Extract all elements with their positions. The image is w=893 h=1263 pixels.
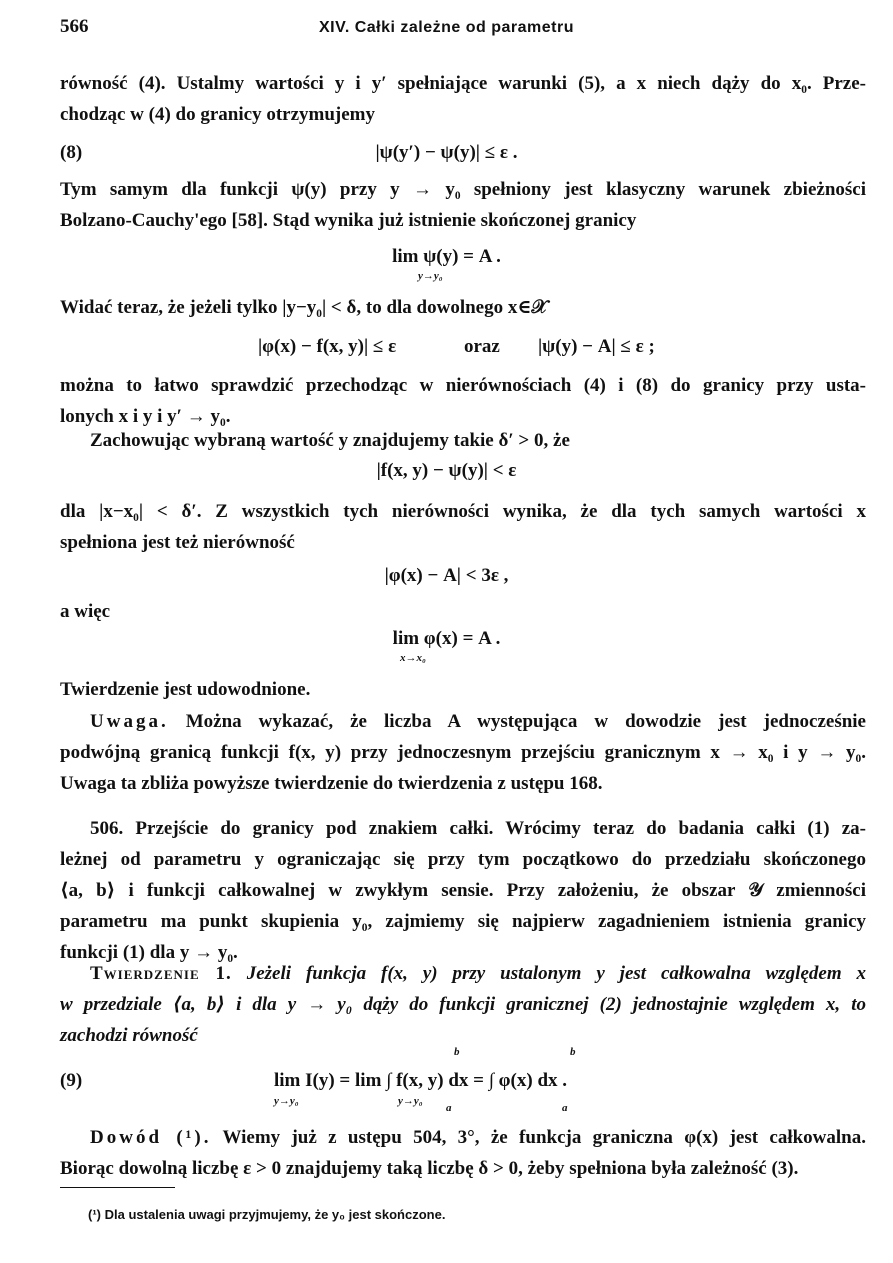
text-line: równość (4). Ustalmy wartości y i y′ spełniające warunki (5), a x niech dąży do x₀. Prze- [60, 73, 866, 94]
text-line: Twierdzenie jest udowodnione. [60, 679, 311, 700]
text-line: Bolzano-Cauchy'ego [58]. Stąd wynika już istnienie skończonej granicy [60, 210, 637, 231]
inequality-connector: oraz [464, 336, 500, 357]
footnote: (¹) Dla ustalenia uwagi przyjmujemy, że y₀ jest skończone. [88, 1207, 446, 1222]
text-line: spełniona jest też nierówność [60, 532, 295, 553]
paragraph-2 [60, 174, 866, 236]
section-heading: 506. Przejście do granicy pod znakiem całki. [90, 818, 494, 839]
equation-number-9: (9) [60, 1070, 83, 1091]
limit-psi-subscript: y→y₀ [418, 270, 443, 282]
equation-8: |ψ(y′) − ψ(y)| ≤ ε . [375, 142, 518, 163]
paragraph-8 [60, 674, 866, 705]
paragraph-4 [60, 370, 866, 432]
text-line: chodząc w (4) do granicy otrzymujemy [60, 104, 376, 125]
chapter-title: XIV. Całki zależne od parametru [319, 19, 574, 36]
proof-line: Wiemy już z ustępu 504, 3°, że funkcja graniczna φ(x) jest całkowalna. [222, 1127, 866, 1148]
limit-psi-formula: lim ψ(y) = A . [392, 246, 501, 267]
limit-phi-subscript: x→x₀ [400, 652, 426, 664]
text-line: lonych x i y i y′ → y₀. [60, 406, 231, 427]
integral-upper-limit-2: b [570, 1046, 576, 1058]
inequality-left: |φ(x) − f(x, y)| ≤ ε [258, 336, 397, 357]
text-line: Tym samym dla funkcji ψ(y) przy y → y₀ spełniony jest klasyczny warunek zbieżności [60, 179, 866, 200]
section-506 [60, 813, 866, 968]
equation-9-subscript-2: y→y₀ [398, 1095, 423, 1107]
paragraph-1 [60, 68, 866, 130]
theorem-1 [60, 958, 866, 1051]
paragraph-3 [60, 292, 866, 323]
proof [60, 1122, 866, 1184]
text-line: zachodzi równość [60, 1025, 198, 1046]
limit-phi-formula: lim φ(x) = A . [392, 628, 501, 649]
integral-lower-limit-1: a [446, 1102, 452, 1114]
text-line: leżnej od parametru y ograniczając się przy tym początkowo do przedziału skończonego [60, 849, 866, 870]
remark-line: Można wykazać, że liczba A występująca w dowodzie jest jednocześnie [185, 711, 866, 732]
remark-label: Uwaga. [90, 711, 169, 732]
remark [60, 706, 866, 799]
paragraph-6 [60, 496, 866, 558]
inequality-f-psi: |f(x, y) − ψ(y)| < ε [376, 460, 517, 481]
integral-lower-limit-2: a [562, 1102, 568, 1114]
text-line: w przedziale ⟨a, b⟩ i dla y → y₀ dąży do funkcji granicznej (2) jednostajnie względem x, to [60, 994, 866, 1015]
equation-number-8: (8) [60, 142, 83, 163]
text-line [60, 1122, 866, 1153]
theorem-line: Jeżeli funkcja f(x, y) przy ustalonym y jest całkowalna względem x [246, 963, 867, 984]
paragraph-7 [60, 596, 866, 627]
text-line: parametru ma punkt skupienia y₀, zajmiemy się najpierw zagadnieniem istnienia granicy [60, 911, 866, 932]
text-line [60, 706, 866, 737]
paragraph-5 [60, 425, 866, 456]
equation-9: lim I(y) = lim ∫ f(x, y) dx = ∫ φ(x) dx . [274, 1070, 568, 1091]
text-line: można to łatwo sprawdzić przechodząc w nierównościach (4) i (8) do granicy przy usta- [60, 375, 866, 396]
text-line: podwójną granicą funkcji f(x, y) przy jednoczesnym przejściu granicznym x → x₀ i y → y₀. [60, 742, 866, 763]
text-line: a więc [60, 601, 111, 622]
text-line: Uwaga ta zbliża powyższe twierdzenie do twierdzenia z ustępu 168. [60, 773, 603, 794]
text-line: Biorąc dowolną liczbę ε > 0 znajdujemy taką liczbę δ > 0, żeby spełniona była zależność (3). [60, 1158, 799, 1179]
inequality-3eps: |φ(x) − A| < 3ε , [384, 565, 509, 586]
text-line: ⟨a, b⟩ i funkcji całkowalnej w zwykłym sensie. Przy założeniu, że obszar 𝒴 zmienności [60, 880, 866, 901]
footnote-rule [60, 1187, 175, 1188]
text-line: Zachowując wybraną wartość y znajdujemy takie δ′ > 0, że [90, 430, 570, 451]
theorem-label: Twierdzenie 1. [90, 963, 232, 984]
text-line: dla |x−x₀| < δ′. Z wszystkich tych nierówności wynika, że dla tych samych wartości x [60, 501, 866, 522]
section-line: Wrócimy teraz do badania całki (1) za- [505, 818, 866, 839]
text-line: funkcji (1) dla y → y₀. [60, 942, 238, 963]
inequality-right: |ψ(y) − A| ≤ ε ; [538, 336, 655, 357]
equation-9-subscript-1: y→y₀ [274, 1095, 299, 1107]
text-line [60, 958, 866, 989]
integral-upper-limit-1: b [454, 1046, 460, 1058]
text-line: Widać teraz, że jeżeli tylko |y−y₀| < δ, to dla dowolnego x∈𝒳 [60, 297, 548, 318]
proof-label: Dowód (¹). [90, 1127, 212, 1148]
page-number: 566 [60, 16, 89, 37]
text-line [60, 813, 866, 844]
